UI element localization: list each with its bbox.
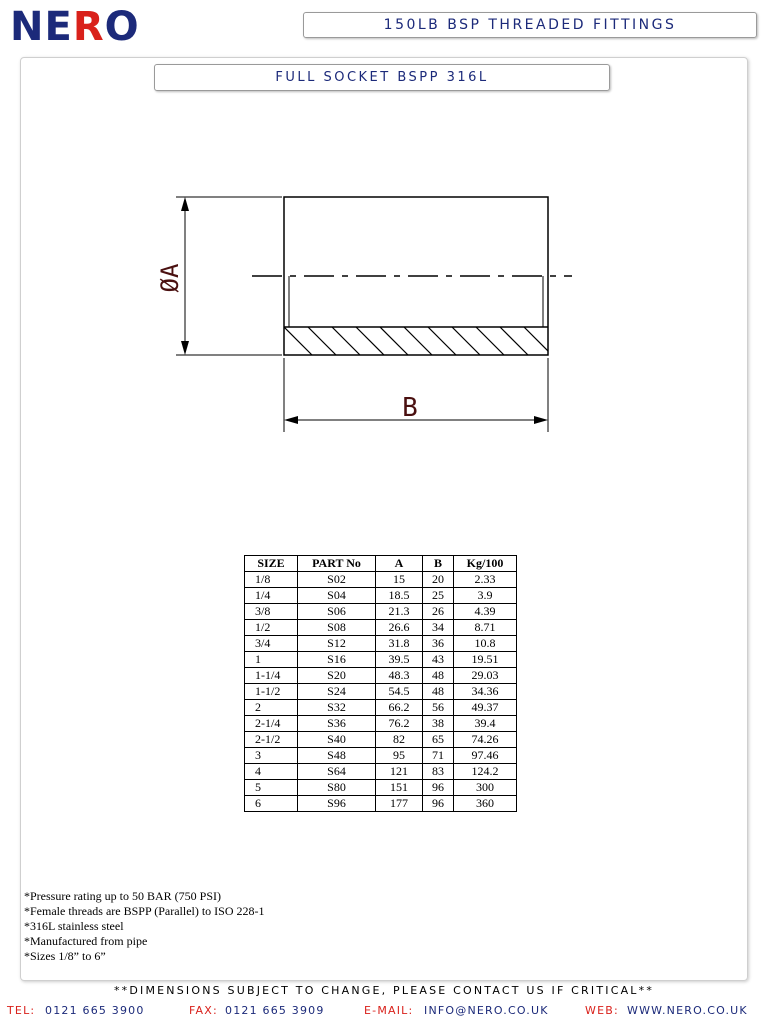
table-cell: S08: [298, 620, 376, 636]
wall-hatching: [284, 327, 552, 355]
table-cell: 3.9: [454, 588, 517, 604]
specifications-table: [244, 555, 517, 812]
contact-footer: [0, 1004, 768, 1018]
email-label: E-MAIL:: [364, 1004, 414, 1017]
notes-list: [24, 889, 265, 964]
table-cell: 19.51: [454, 652, 517, 668]
dim-a-label: ØA: [156, 263, 184, 293]
table-cell: 3/4: [245, 636, 298, 652]
note-item: *Female threads are BSPP (Parallel) to ISO 228-1: [24, 904, 265, 918]
column-header: SIZE: [245, 556, 298, 572]
table-cell: 5: [245, 780, 298, 796]
table-row: [245, 700, 517, 716]
product-title: FULL SOCKET BSPP 316L: [154, 64, 610, 91]
table-cell: 29.03: [454, 668, 517, 684]
table-cell: S48: [298, 748, 376, 764]
table-cell: 34.36: [454, 684, 517, 700]
table-cell: 96: [423, 796, 454, 812]
table-body: [245, 572, 517, 812]
table-cell: 74.26: [454, 732, 517, 748]
table-cell: 95: [376, 748, 423, 764]
column-header: Kg/100: [454, 556, 517, 572]
table-row: [245, 764, 517, 780]
table-row: [245, 684, 517, 700]
table-cell: 76.2: [376, 716, 423, 732]
table-cell: 4: [245, 764, 298, 780]
table-cell: 3: [245, 748, 298, 764]
table-cell: 56: [423, 700, 454, 716]
table-cell: 1: [245, 652, 298, 668]
table-cell: 4.39: [454, 604, 517, 620]
table-cell: 71: [423, 748, 454, 764]
table-cell: S96: [298, 796, 376, 812]
dim-b-arrow-right: [534, 416, 548, 424]
web-link[interactable]: WWW.NERO.CO.UK: [627, 1004, 748, 1017]
table-row: [245, 572, 517, 588]
table-cell: 1-1/4: [245, 668, 298, 684]
table-cell: 2: [245, 700, 298, 716]
table-cell: 48.3: [376, 668, 423, 684]
table-row: [245, 636, 517, 652]
logo-text-main: NE: [10, 4, 73, 50]
tel-label: TEL:: [7, 1004, 36, 1017]
table-cell: S12: [298, 636, 376, 652]
table-cell: S80: [298, 780, 376, 796]
table-cell: 1/2: [245, 620, 298, 636]
table-cell: 26: [423, 604, 454, 620]
table-cell: 20: [423, 572, 454, 588]
disclaimer: **DIMENSIONS SUBJECT TO CHANGE, PLEASE CONTACT US IF CRITICAL**: [113, 984, 655, 997]
table-cell: 1/8: [245, 572, 298, 588]
table-cell: S32: [298, 700, 376, 716]
header-title: 150LB BSP THREADED FITTINGS: [303, 12, 757, 38]
table-cell: 83: [423, 764, 454, 780]
table-cell: S40: [298, 732, 376, 748]
table-cell: 48: [423, 684, 454, 700]
table-cell: 21.3: [376, 604, 423, 620]
table-cell: 31.8: [376, 636, 423, 652]
table-cell: 18.5: [376, 588, 423, 604]
table-cell: 36: [423, 636, 454, 652]
table-cell: 82: [376, 732, 423, 748]
table-cell: 38: [423, 716, 454, 732]
table-cell: 1-1/2: [245, 684, 298, 700]
table-cell: 6: [245, 796, 298, 812]
table-cell: 121: [376, 764, 423, 780]
table-cell: S04: [298, 588, 376, 604]
table-row: [245, 668, 517, 684]
dim-a-arrow-top: [181, 197, 189, 211]
nero-logo: [10, 4, 140, 50]
table-cell: S06: [298, 604, 376, 620]
table-cell: 15: [376, 572, 423, 588]
table-cell: 54.5: [376, 684, 423, 700]
table-cell: S64: [298, 764, 376, 780]
table-cell: 2.33: [454, 572, 517, 588]
table-cell: 96: [423, 780, 454, 796]
column-header: A: [376, 556, 423, 572]
table-row: [245, 780, 517, 796]
table-cell: 1/4: [245, 588, 298, 604]
table-row: [245, 588, 517, 604]
logo-text-tail: O: [104, 4, 140, 50]
table-cell: 39.5: [376, 652, 423, 668]
table-row: [245, 620, 517, 636]
table-cell: 97.46: [454, 748, 517, 764]
web-label: WEB:: [585, 1004, 619, 1017]
table-row: [245, 732, 517, 748]
email-link[interactable]: INFO@NERO.CO.UK: [424, 1004, 549, 1017]
note-item: *Sizes 1/8” to 6”: [24, 949, 106, 963]
table-cell: S02: [298, 572, 376, 588]
table-cell: 10.8: [454, 636, 517, 652]
table-cell: S16: [298, 652, 376, 668]
table-cell: 3/8: [245, 604, 298, 620]
dim-b-label: B: [402, 393, 418, 423]
note-item: *316L stainless steel: [24, 919, 124, 933]
table-cell: 43: [423, 652, 454, 668]
tel-value: 0121 665 3900: [45, 1004, 145, 1017]
dim-a-arrow-bottom: [181, 341, 189, 355]
table-row: [245, 716, 517, 732]
table-cell: S36: [298, 716, 376, 732]
dim-b-arrow-left: [284, 416, 298, 424]
table-cell: 151: [376, 780, 423, 796]
table-cell: 49.37: [454, 700, 517, 716]
table-header-row: [245, 556, 517, 572]
table-cell: 2-1/2: [245, 732, 298, 748]
column-header: PART No: [298, 556, 376, 572]
table-cell: S24: [298, 684, 376, 700]
table-row: [245, 796, 517, 812]
table-row: [245, 604, 517, 620]
table-cell: 48: [423, 668, 454, 684]
table-cell: S20: [298, 668, 376, 684]
table-cell: 39.4: [454, 716, 517, 732]
table-cell: 8.71: [454, 620, 517, 636]
table-cell: 66.2: [376, 700, 423, 716]
table-cell: 360: [454, 796, 517, 812]
table-cell: 124.2: [454, 764, 517, 780]
table-row: [245, 652, 517, 668]
table-cell: 25: [423, 588, 454, 604]
table-cell: 2-1/4: [245, 716, 298, 732]
table-cell: 26.6: [376, 620, 423, 636]
note-item: *Pressure rating up to 50 BAR (750 PSI): [24, 889, 221, 903]
column-header: B: [423, 556, 454, 572]
table-cell: 300: [454, 780, 517, 796]
fax-label: FAX:: [189, 1004, 218, 1017]
table-cell: 177: [376, 796, 423, 812]
table-cell: 34: [423, 620, 454, 636]
note-item: *Manufactured from pipe: [24, 934, 148, 948]
table-cell: 65: [423, 732, 454, 748]
fax-value: 0121 665 3909: [225, 1004, 325, 1017]
logo-text-accent: R: [72, 4, 105, 50]
table-row: [245, 748, 517, 764]
technical-drawing: [156, 180, 600, 440]
